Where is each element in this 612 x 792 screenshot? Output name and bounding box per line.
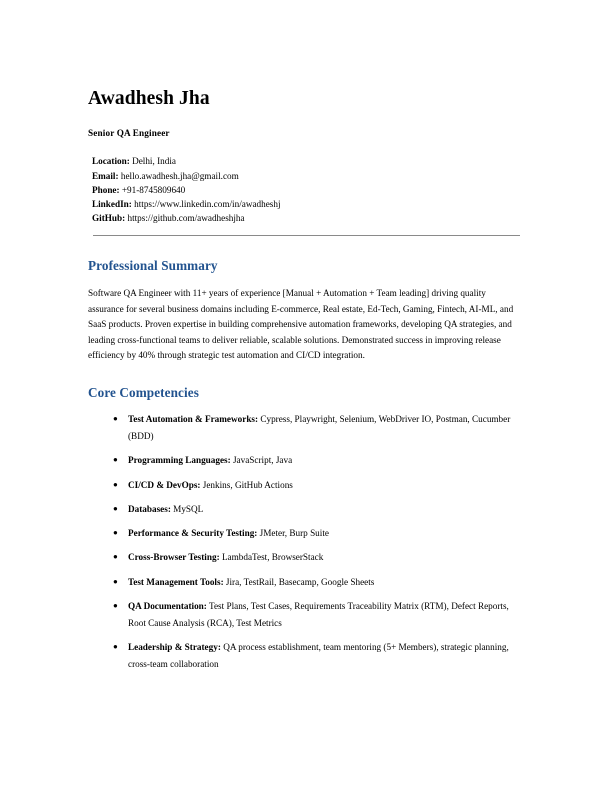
list-item-label: Test Management Tools: xyxy=(128,576,224,587)
contact-value-email[interactable]: hello.awadhesh.jha@gmail.com xyxy=(120,170,239,181)
contact-label-github: GitHub: xyxy=(92,213,126,224)
list-item-text: LambdaTest, BrowserStack xyxy=(221,552,324,563)
contact-value-github[interactable]: https://github.com/awadheshjha xyxy=(127,213,245,224)
contact-value-phone[interactable]: +91-8745809640 xyxy=(121,184,186,195)
bullet-icon: ● xyxy=(113,642,118,652)
bullet-icon: ● xyxy=(113,552,118,562)
section-heading-core-competencies: Core Competencies xyxy=(88,385,199,401)
contact-value-linkedin[interactable]: https://www.linkedin.com/in/awadheshj xyxy=(134,199,281,210)
core-competencies-list xyxy=(88,411,520,673)
list-item-label: Leadership & Strategy: xyxy=(128,642,221,653)
list-item xyxy=(88,639,520,673)
contact-block xyxy=(92,154,520,225)
list-item-label: Cross-Browser Testing: xyxy=(128,552,220,563)
contact-line-phone xyxy=(92,183,520,197)
page-title: Awadhesh Jha xyxy=(88,88,210,109)
list-item-text: Jira, TestRail, Basecamp, Google Sheets xyxy=(225,576,375,587)
list-item xyxy=(88,411,520,445)
list-item-text: Jenkins, GitHub Actions xyxy=(202,479,293,490)
list-item-label: Programming Languages: xyxy=(128,455,231,466)
list-item-text: MySQL xyxy=(173,503,204,514)
job-title: Senior QA Engineer xyxy=(88,128,170,139)
bullet-icon: ● xyxy=(113,455,118,465)
list-item xyxy=(88,598,520,632)
list-item xyxy=(88,477,520,494)
bullet-icon: ● xyxy=(113,601,118,611)
header-divider xyxy=(93,235,520,236)
list-item-text: JavaScript, Java xyxy=(232,455,293,466)
list-item-text: JMeter, Burp Suite xyxy=(259,528,329,539)
bullet-icon: ● xyxy=(113,479,118,489)
bullet-icon: ● xyxy=(113,576,118,586)
list-item xyxy=(88,501,520,518)
contact-label-location: Location: xyxy=(92,156,130,167)
list-item-label: QA Documentation: xyxy=(128,601,207,612)
contact-label-linkedin: LinkedIn: xyxy=(92,199,132,210)
list-item-text: Cypress, Playwright, Selenium, WebDriver IO, Postman, Cucumber (BDD) xyxy=(128,414,511,441)
list-item-text: QA process establishment, team mentoring (5+ Members), strategic planning, cross-team collaboration xyxy=(128,642,509,669)
list-item-label: CI/CD & DevOps: xyxy=(128,479,201,490)
list-item-text: Test Plans, Test Cases, Requirements Traceability Matrix (RTM), Defect Reports, Root Cause Analysis (RCA), Test Metrics xyxy=(128,601,509,628)
contact-line-email xyxy=(92,169,520,183)
contact-line-github xyxy=(92,211,520,225)
professional-summary-text: Software QA Engineer with 11+ years of experience [Manual + Automation + Team leading] driving quality assurance for several business domains including E-commerce, Real estate, Ed-Tech, Gaming, Fintech, AI-ML, and SaaS products. Proven expertise in building comprehensive automation frameworks, developing QA strategies, and leading cross-functional teams to deliver reliable, scalable solutions. Demonstrated success in improving release efficiency by 40% through strategic test automation and CI/CD integration. xyxy=(88,288,514,360)
contact-value-location: Delhi, India xyxy=(132,156,176,167)
bullet-icon: ● xyxy=(113,528,118,538)
bullet-icon: ● xyxy=(113,503,118,513)
section-heading-professional-summary: Professional Summary xyxy=(88,258,218,274)
list-item-label: Databases: xyxy=(128,503,171,514)
contact-line-location xyxy=(92,154,520,168)
contact-label-email: Email: xyxy=(92,170,119,181)
list-item xyxy=(88,525,520,542)
contact-line-linkedin xyxy=(92,197,520,211)
list-item xyxy=(88,452,520,469)
resume-content xyxy=(88,88,520,680)
list-item-label: Performance & Security Testing: xyxy=(128,528,258,539)
bullet-icon: ● xyxy=(113,414,118,424)
list-item-label: Test Automation & Frameworks: xyxy=(128,414,259,425)
list-item xyxy=(88,549,520,566)
list-item xyxy=(88,574,520,591)
contact-label-phone: Phone: xyxy=(92,184,120,195)
